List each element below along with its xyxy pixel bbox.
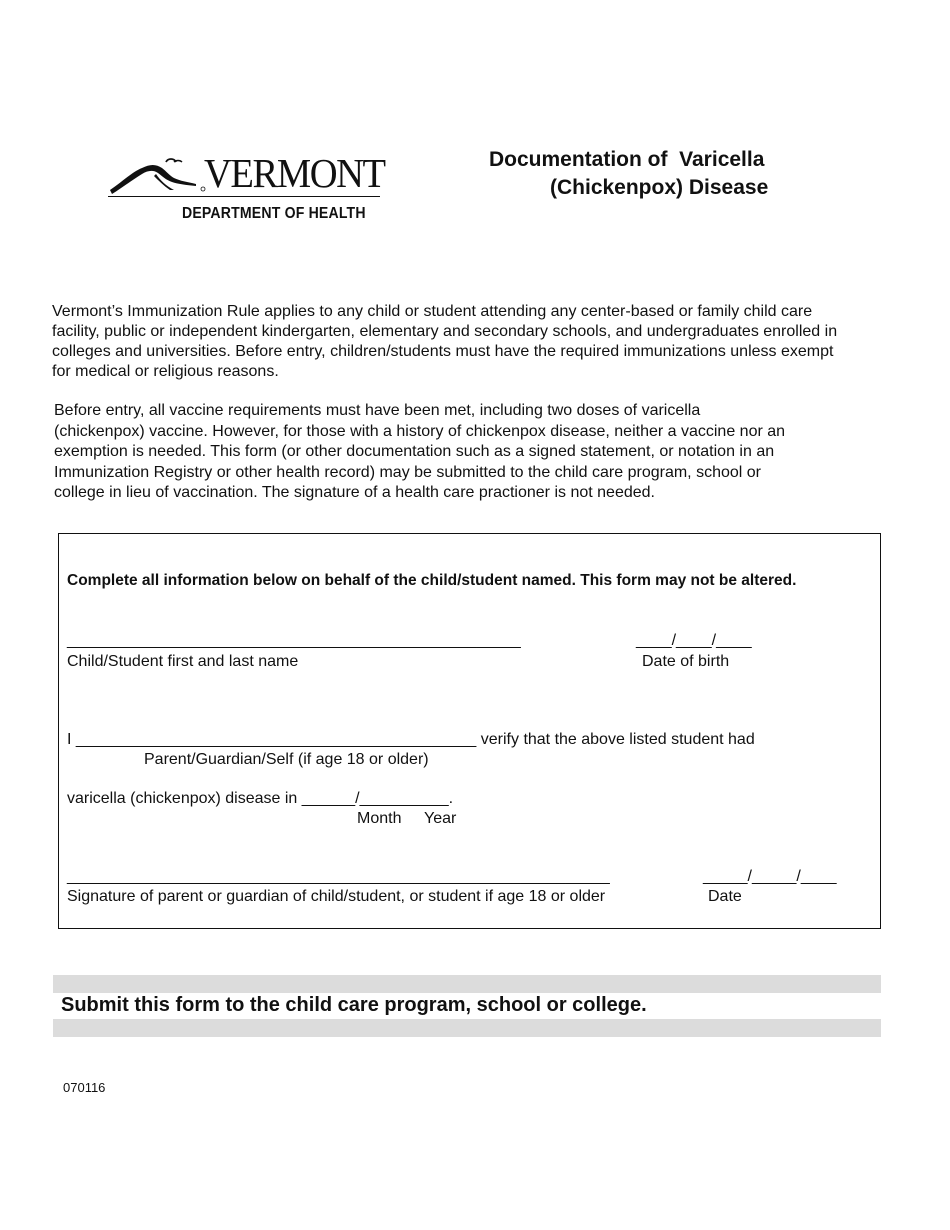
intro-p2-line: (chickenpox) vaccine. However, for those with a history of chickenpox disease, neither a vaccine nor an bbox=[54, 422, 786, 440]
student-name-field[interactable]: ___________________________________________________ bbox=[67, 632, 521, 649]
disease-date-field[interactable]: varicella (chickenpox) disease in ______/__________. bbox=[67, 790, 454, 807]
signature-field[interactable]: _____________________________________________________________ bbox=[67, 868, 610, 885]
submit-band-top bbox=[53, 975, 881, 993]
intro-p1-line: for medical or religious reasons. bbox=[52, 363, 279, 380]
intro-p1-line: Vermont’s Immunization Rule applies to any child or student attending any center-based or family child care bbox=[52, 303, 813, 320]
year-label: Year bbox=[424, 810, 457, 827]
submit-instruction: Submit this form to the child care program, school or college. bbox=[61, 994, 647, 1016]
intro-p2-line: college in lieu of vaccination. The signature of a health care practioner is not needed. bbox=[54, 484, 655, 501]
form-instruction: Complete all information below on behalf of the child/student named. This form may not be altered. bbox=[67, 572, 797, 589]
signature-date-field[interactable]: _____/_____/____ bbox=[703, 868, 837, 885]
date-of-birth-label: Date of birth bbox=[642, 653, 730, 670]
date-of-birth-field[interactable]: ____/____/____ bbox=[636, 632, 752, 649]
logo-department: DEPARTMENT OF HEALTH bbox=[182, 205, 366, 222]
student-name-label: Child/Student first and last name bbox=[67, 653, 299, 670]
submit-band-bottom bbox=[53, 1019, 881, 1037]
form-code: 070116 bbox=[63, 1080, 106, 1095]
intro-p2-line: Before entry, all vaccine requirements must have been met, including two doses of varicella bbox=[54, 402, 701, 419]
signature-label: Signature of parent or guardian of child/student, or student if age 18 or older bbox=[67, 888, 606, 905]
month-label: Month bbox=[357, 810, 402, 827]
signature-date-label: Date bbox=[708, 888, 742, 905]
mountain-bird-icon bbox=[108, 152, 208, 196]
intro-p2-line: exemption is needed. This form (or other documentation such as a signed statement, or notation in an bbox=[54, 443, 775, 460]
logo-wordmark: VERMONT bbox=[204, 150, 385, 196]
title-line-2: (Chickenpox) Disease bbox=[550, 176, 769, 199]
intro-p1-line: facility, public or independent kindergarten, elementary and secondary schools, and undergraduates enrolled in bbox=[52, 323, 838, 340]
logo-divider bbox=[108, 196, 380, 197]
intro-p1-line: colleges and universities. Before entry, children/students must have the required immunizations unless exempt bbox=[52, 343, 834, 360]
guardian-verify-field[interactable]: I _____________________________________________ verify that the above listed student had bbox=[67, 731, 755, 748]
title-line-1: Documentation of Varicella bbox=[489, 148, 765, 171]
guardian-verify-label: Parent/Guardian/Self (if age 18 or older) bbox=[144, 751, 429, 768]
intro-p2-line: Immunization Registry or other health record) may be submitted to the child care program, school or bbox=[54, 463, 761, 481]
vermont-health-logo bbox=[108, 150, 383, 226]
